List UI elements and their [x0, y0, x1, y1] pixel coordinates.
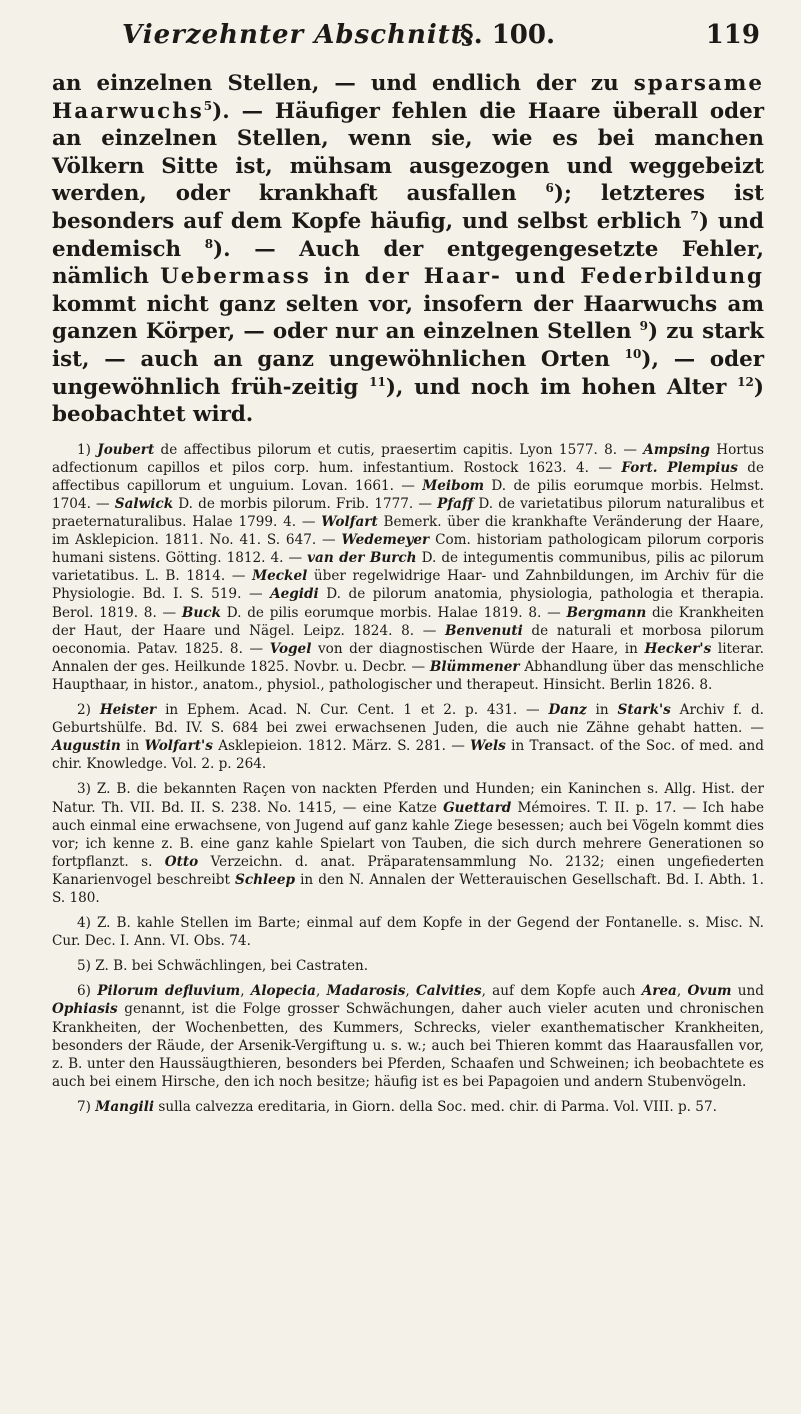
- text-run: in Ephem. Acad. N. Cur. Cent. 1 et 2. p. 431. —: [156, 702, 549, 719]
- author-name: Wolfart's: [144, 738, 213, 755]
- text-run: de naturali et morbosa pilorum oeconomia. Patav. 1825. 8. —: [52, 622, 764, 657]
- author-name: Guettard: [443, 799, 512, 816]
- text-run: genannt, ist die Folge grosser Schwächungen, daher auch vieler acuten und chronischen Krankheiten, der Wochenbetten, des Kummers, Schrecks, vieler exanthematischer Krankheiten, besonders der Räude, der Arsenik-Vergiftung u. s. w.; auch bei Thieren kommt das Haarausfallen vor, z. B. unter den Haussäugthieren, besonders bei Pferden, Schaafen und Schweinen; ich beobachtete es auch bei einem Hirsche, den ich noch besitze; häufig ist es bei Papagoien und andern Stubenvögeln.: [52, 1001, 764, 1090]
- text-run: 4) Z. B. kahle Stellen im Barte; einmal auf dem Kopfe in der Gegend der Fontanelle. s. Misc. N. Cur. Dec. I. Ann. VI. Obs. 74.: [52, 915, 764, 950]
- text-run: literar. Annalen der ges. Heilkunde 1825. Novbr. u. Decbr. —: [52, 640, 764, 675]
- footnote-ref: 9: [639, 319, 649, 334]
- footnote-ref: 6: [545, 181, 554, 196]
- footnote-ref: 11: [369, 374, 386, 389]
- footnote-2: [52, 701, 764, 773]
- author-name: Meibom: [422, 477, 485, 494]
- footnote-5: [52, 957, 764, 975]
- text-run: ,: [676, 983, 688, 1000]
- text-run: in: [120, 738, 145, 755]
- text-run: über regelwidrige Haar- und Zahnbildungen, im Archiv für die Physiologie. Bd. I. S. 519. —: [52, 568, 764, 603]
- footnote-ref: 12: [737, 374, 754, 389]
- text-run: in: [586, 702, 618, 719]
- text-run: ). — Häufiger fehlen die Haare überall oder an einzelnen Stellen, wenn sie, wie es bei manchen Völkern Sitte ist, mühsam ausgezogen und weggebeizt werden, oder krankhaft ausfallen: [52, 98, 764, 207]
- footnote-3: [52, 780, 764, 907]
- author-name: Pfaff: [437, 496, 474, 512]
- text-run: ,: [315, 983, 327, 1000]
- emphasized-term: Uebermass in der Haar- und Federbildung: [160, 264, 764, 290]
- footnote-4: [52, 914, 764, 950]
- text-run: ) beobachtet wird.: [52, 374, 764, 428]
- footnotes: [52, 441, 764, 1116]
- text-run: D. de pilis eorumque morbis. Helmst. 1704. —: [52, 477, 764, 512]
- author-name: Mangili: [95, 1098, 155, 1115]
- latin-term: Calvities: [415, 983, 482, 1000]
- author-name: Wels: [470, 738, 506, 755]
- text-run: 2): [77, 702, 100, 719]
- text-run: und: [731, 983, 764, 1000]
- latin-term: Ophiasis: [52, 1001, 118, 1018]
- footnote-ref: 8: [204, 236, 214, 251]
- text-run: 3) Z. B. die bekannten Raçen von nackten Pferden und Hunden; ein Kaninchen s. Allg. Hist. der Natur. Th. VII. Bd. II. S. 238. No. 1415, — eine Katze: [52, 781, 764, 816]
- text-run: D. de pilis eorumque morbis. Halae 1819. 8. —: [220, 604, 567, 621]
- author-name: Aegidi: [270, 586, 319, 603]
- text-run: ). — Auch der entgegengesetzte Fehler, nämlich: [52, 236, 764, 290]
- footnote-ref: 5: [203, 98, 213, 113]
- latin-term: Madarosis: [326, 983, 406, 1000]
- author-name: Stark's: [617, 702, 671, 719]
- text-run: von der diagnostischen Würde der Haare, in: [311, 640, 645, 657]
- author-name: Fort. Plempius: [621, 459, 738, 476]
- chapter-title: Vierzehnter Abschnitt.: [122, 20, 474, 50]
- author-name: Danz: [548, 702, 587, 719]
- text-run: 1): [77, 441, 98, 458]
- text-run: ), — oder ungewöhnlich früh-zeitig: [52, 346, 764, 400]
- author-name: Blümmener: [429, 658, 520, 675]
- text-run: de affectibus capillorum et unguium. Lovan. 1661. —: [52, 459, 764, 494]
- author-name: Buck: [181, 604, 221, 621]
- text-run: D. de varietatibus pilorum naturalibus et praeternaturalibus. Halae 1799. 4. —: [52, 496, 764, 531]
- text-run: D. de morbis pilorum. Frib. 1777. —: [173, 496, 438, 512]
- text-run: 5) Z. B. bei Schwächlingen, bei Castraten.: [77, 958, 369, 975]
- author-name: Heister: [99, 702, 157, 719]
- text-run: Com. historiam pathologicam pilorum corporis humani sistens. Götting. 1812. 4. —: [52, 532, 764, 567]
- text-run: Bemerk. über die krankhafte Veränderung der Haare, im Asklepicion. 1811. No. 41. S. 647. —: [52, 514, 765, 549]
- running-header: [52, 18, 764, 60]
- text-run: sulla calvezza ereditaria, in Giorn. della Soc. med. chir. di Parma. Vol. VIII. p. 57.: [154, 1098, 717, 1115]
- footnote-6: [52, 982, 764, 1091]
- author-name: Hecker's: [644, 640, 712, 657]
- text-run: ) zu stark ist, — auch an ganz ungewöhnlichen Orten: [52, 319, 764, 372]
- author-name: Bergmann: [566, 604, 647, 621]
- author-name: van der Burch: [307, 550, 417, 567]
- footnote-1: [52, 441, 764, 694]
- latin-term: Area: [641, 983, 677, 1000]
- section-number: §. 100.: [460, 20, 556, 50]
- text-run: Hortus adfectionum capillos et pilos corp. hum. infestantium. Rostock 1623. 4. —: [52, 441, 764, 476]
- text-run: ,: [240, 983, 251, 1000]
- text-run: ), und noch im hohen Alter: [385, 374, 738, 400]
- book-page: [52, 18, 764, 1123]
- page-number: 119: [705, 20, 760, 50]
- latin-term: Alopecia: [250, 983, 316, 1000]
- text-run: in Transact. of the Soc. of med. and chir. Knowledge. Vol. 2. p. 264.: [52, 738, 764, 773]
- author-name: Joubert: [97, 441, 155, 458]
- author-name: Wolfart: [321, 514, 378, 531]
- text-run: , auf dem Kopfe auch: [481, 983, 642, 1000]
- text-run: 6): [77, 983, 98, 1000]
- main-paragraph: [52, 70, 764, 429]
- text-run: in den N. Annalen der Wetterauischen Gesellschaft. Bd. I. Abth. 1. S. 180.: [52, 871, 764, 906]
- footnote-7: [52, 1098, 764, 1116]
- author-name: Schleep: [235, 871, 295, 888]
- text-run: D. de integumentis communibus, pilis ac pilorum varietatibus. L. B. 1814. —: [52, 550, 765, 585]
- text-run: kommt nicht ganz selten vor, insofern der Haarwuchs am ganzen Körper, — oder nur an einzelnen Stellen: [52, 291, 764, 345]
- text-run: de affectibus pilorum et cutis, praesertim capitis. Lyon 1577. 8. —: [154, 441, 644, 458]
- text-run: an einzelnen Stellen, — und endlich der zu: [52, 71, 634, 96]
- latin-term: Ovum: [687, 983, 732, 1000]
- text-run: ,: [405, 983, 416, 1000]
- author-name: Ampsing: [643, 441, 710, 458]
- author-name: Benvenuti: [444, 622, 523, 639]
- text-run: ); letzteres ist besonders auf dem Kopfe häufig, und selbst erblich: [52, 181, 764, 234]
- emphasized-term: sparsame Haarwuchs: [52, 71, 764, 124]
- author-name: Meckel: [252, 568, 308, 585]
- latin-term: Pilorum defluvium: [97, 983, 241, 1000]
- text-run: ) und endemisch: [52, 208, 764, 262]
- footnote-ref: 7: [690, 208, 699, 223]
- author-name: Salwick: [114, 496, 174, 512]
- author-name: Otto: [164, 853, 199, 870]
- text-run: Verzeichn. d. anat. Präparatensammlung No. 2132; einen ungefiederten Kanarienvogel beschreibt: [52, 853, 764, 888]
- text-run: D. de pilorum anatomia, physiologia, pathologia et therapia. Berol. 1819. 8. —: [52, 586, 764, 621]
- author-name: Vogel: [269, 640, 312, 657]
- author-name: Wedemeyer: [341, 532, 430, 549]
- text-run: Asklepieion. 1812. März. S. 281. —: [212, 738, 471, 755]
- text-run: Mémoires. T. II. p. 17. — Ich habe auch einmal eine erwachsene, von Jugend auf ganz kahle Ziege besessen; auch bei Vögeln kommt dies vor; ich kenne z. B. eine ganz kahle Spielart von Tauben, die sich durch mehrere Generationen so fortpflanzt. s.: [52, 799, 765, 870]
- text-run: 7): [77, 1098, 96, 1115]
- text-run: Abhandlung über das menschliche Haupthaar, in histor., anatom., physiol., pathologischer und therapeut. Hinsicht. Berlin 1826. 8.: [52, 658, 764, 693]
- footnote-ref: 10: [624, 346, 642, 361]
- text-run: Archiv f. d. Geburtshülfe. Bd. IV. S. 684 bei zwei erwachsenen Juden, die auch nie Zähne gehabt hatten. —: [52, 702, 764, 737]
- text-run: die Krankheiten der Haut, der Haare und Nägel. Leipz. 1824. 8. —: [52, 604, 764, 639]
- author-name: Augustin: [52, 738, 121, 755]
